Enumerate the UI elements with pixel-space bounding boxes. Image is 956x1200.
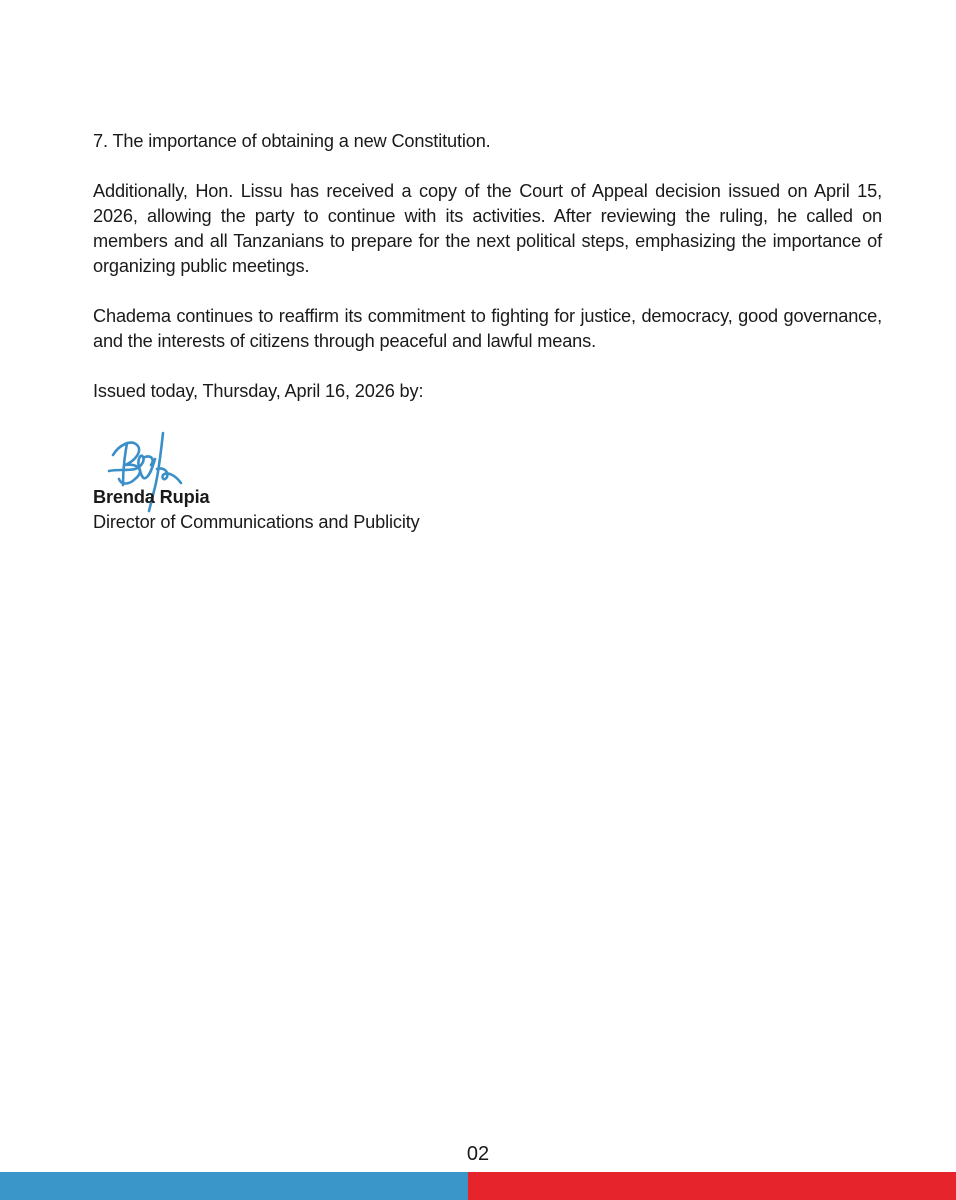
- signer-title: Director of Communications and Publicity: [93, 512, 420, 532]
- paragraph-court-decision: Additionally, Hon. Lissu has received a copy of the Court of Appeal decision issued on April 15, 2026, allowing the party to continue with its activities. After reviewing the ruling, he called on members and all Tanzanians to prepare for the next political steps, emphasizing the importance of organizing public meetings.: [93, 181, 882, 276]
- footer-color-bar: [0, 1172, 956, 1200]
- signer-name: Brenda Rupia: [93, 487, 210, 507]
- paragraph-commitment: Chadema continues to reaffirm its commitment to fighting for justice, democracy, good governance, and the interests of citizens through peaceful and lawful means.: [93, 306, 882, 351]
- signature-block: [93, 429, 882, 545]
- footer-bar-blue-segment: [0, 1172, 468, 1200]
- page-number: 02: [466, 1143, 490, 1165]
- issued-line: Issued today, Thursday, April 16, 2026 by:: [93, 381, 424, 401]
- footer-bar-red-segment: [468, 1172, 956, 1200]
- list-point-7: 7. The importance of obtaining a new Constitution.: [93, 131, 491, 151]
- document-body: [93, 129, 882, 545]
